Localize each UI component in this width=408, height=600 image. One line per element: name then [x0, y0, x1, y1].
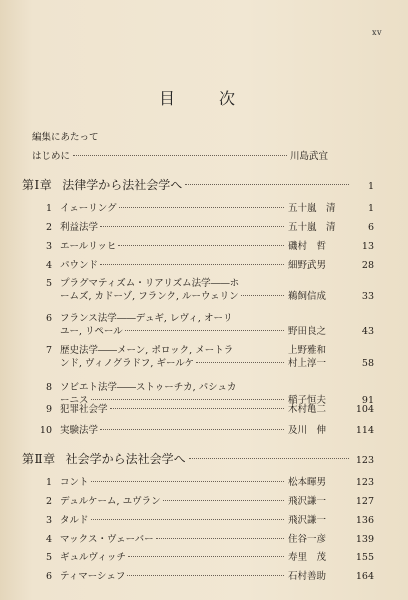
entry-page: 43 — [361, 325, 374, 337]
entry-authors — [288, 313, 350, 338]
entry-authors — [288, 552, 350, 565]
entry-number: 3 — [45, 515, 52, 526]
entry-author: 村上淳一 — [288, 357, 327, 369]
entry-title — [60, 552, 286, 565]
front-matter-title: はじめに — [32, 151, 71, 162]
entry-page: 91 — [361, 394, 374, 406]
front-matter-item — [32, 150, 372, 163]
leader-dots — [119, 207, 284, 208]
chapter-title: 法律学から法社会学へ — [62, 178, 183, 192]
page-number: xv — [371, 28, 382, 37]
entry-author: 住谷一彦 — [288, 534, 327, 545]
entry-title-line: 犯罪社会学 — [60, 404, 108, 415]
entry-page: 155 — [355, 552, 374, 563]
front-matter-item — [32, 131, 372, 144]
entry-author: 野田良之 — [288, 325, 327, 337]
leader-dots — [91, 399, 284, 400]
entry-title-line: ギュルヴィッチ — [60, 552, 126, 563]
entry-title — [60, 278, 286, 303]
entry-number: 2 — [45, 496, 52, 507]
entry-author: 五十嵐 清 — [288, 203, 336, 214]
entry-author: 石村善助 — [288, 571, 327, 582]
leader-dots — [163, 500, 284, 501]
leader-dots — [91, 481, 284, 482]
entry-number: 5 — [45, 278, 52, 289]
entry-authors — [288, 515, 350, 528]
entry-title-line: 利益法学 — [60, 222, 99, 233]
entry-number: 1 — [45, 477, 52, 488]
chapter-label: 第Ⅱ章 — [22, 452, 56, 466]
entry-title — [60, 313, 286, 338]
entry-title-line: プラグマティズム・リアリズム法学――ホ — [60, 278, 240, 289]
entry-title — [60, 404, 286, 417]
entry-number: 4 — [45, 534, 52, 545]
entry-title-line: エールリッヒ — [60, 241, 117, 252]
entry-page: 164 — [355, 571, 374, 582]
entry-number: 6 — [45, 313, 52, 324]
chapter-page: 1 — [367, 181, 374, 192]
entry-title — [60, 571, 286, 584]
entry-title — [60, 222, 286, 235]
entry-title-line: デュルケーム, ユヴラン — [60, 496, 161, 507]
entry-number: 3 — [45, 241, 52, 252]
entry-authors — [288, 571, 350, 584]
entry-title — [60, 515, 286, 528]
leader-dots — [110, 408, 284, 409]
entry-title-line: マックス・ヴェーバー — [60, 534, 154, 545]
entry-title-line: フランス法学――デュギ, レヴィ, オーリ — [60, 313, 233, 324]
entry-title — [60, 345, 286, 370]
entry-title-line: ーニス — [60, 394, 89, 406]
leader-dots — [156, 538, 284, 539]
entry-title-line: イェーリング — [60, 203, 117, 214]
entry-author: 磯村 哲 — [288, 241, 327, 252]
entry-title-line: 歴史法学――メーン, ポロック, メートラ — [60, 345, 234, 356]
entry-page: 114 — [355, 425, 374, 436]
entry-page: 58 — [361, 357, 374, 369]
entry-number: 10 — [39, 425, 52, 436]
entry-page: 13 — [361, 241, 374, 252]
entry-number: 2 — [45, 222, 52, 233]
entry-number: 4 — [45, 260, 52, 271]
entry-title-line: ソビエト法学――ストゥーチカ, パシュカ — [60, 382, 237, 393]
entry-author: 木村亀二 — [288, 404, 327, 415]
toc-title: 目 次 — [158, 89, 249, 108]
entry-title-line: 実験法学 — [60, 425, 99, 436]
entry-page: 1 — [367, 203, 374, 214]
entry-page: 123 — [355, 477, 374, 488]
entry-title — [60, 260, 286, 273]
entry-title — [60, 241, 286, 254]
leader-dots — [118, 245, 284, 246]
leader-dots — [100, 226, 284, 227]
leader-dots — [196, 362, 284, 363]
leader-dots — [241, 295, 284, 296]
entry-title-line: ンド, ヴィノグラドフ, ギールケ — [60, 357, 195, 369]
chapter-label: 第Ⅰ章 — [22, 178, 53, 192]
entry-authors — [288, 534, 350, 547]
entry-title — [60, 534, 286, 547]
entry-authors — [288, 278, 350, 303]
entry-author: 細野武男 — [288, 260, 327, 271]
entry-author: 寿里 茂 — [288, 552, 327, 563]
chapter-title: 社会学から法社会学へ — [65, 452, 186, 466]
entry-title-line: タルド — [60, 515, 89, 526]
entry-number: 5 — [45, 552, 52, 563]
entry-number: 1 — [45, 203, 52, 214]
entry-page: 127 — [355, 496, 374, 507]
entry-authors — [288, 425, 350, 438]
entry-number: 7 — [45, 345, 52, 356]
entry-author: 鵜飼信成 — [288, 290, 327, 302]
chapter-page: 123 — [355, 455, 374, 466]
entry-authors — [288, 260, 350, 273]
entry-author: 五十嵐 清 — [288, 222, 336, 233]
entry-authors — [288, 477, 350, 490]
entry-author: 松本暉男 — [288, 477, 327, 488]
entry-author: 稲子恒夫 — [288, 394, 327, 406]
entry-authors — [288, 222, 350, 235]
entry-page: 28 — [361, 260, 374, 271]
entry-page: 6 — [367, 222, 374, 233]
leader-dots — [128, 556, 284, 557]
entry-title-line: ームズ, カドーゾ, フランク, ルーウェリン — [60, 290, 239, 302]
entry-title — [60, 203, 286, 216]
leader-dots — [189, 458, 349, 459]
entry-title — [60, 477, 286, 490]
leader-dots — [100, 429, 284, 430]
entry-author: 飛沢謙一 — [288, 515, 327, 526]
entry-number: 6 — [45, 571, 52, 582]
entry-author: 上野雅和 — [288, 345, 327, 356]
leader-dots — [73, 155, 287, 156]
front-matter-author: 川島武宜 — [290, 151, 329, 162]
entry-author: 飛沢謙一 — [288, 496, 327, 507]
leader-dots — [125, 330, 284, 331]
entry-authors — [288, 345, 350, 370]
entry-authors — [288, 496, 350, 509]
entry-title — [60, 425, 286, 438]
entry-authors — [288, 241, 350, 254]
entry-page: 136 — [355, 515, 374, 526]
leader-dots — [127, 575, 284, 576]
leader-dots — [185, 184, 349, 185]
entry-title-line: パウンド — [60, 260, 99, 271]
entry-authors — [288, 404, 350, 417]
leader-dots — [100, 264, 284, 265]
chapter-heading — [22, 451, 374, 469]
chapter-heading — [22, 177, 374, 195]
entry-title-line: ティマーシェフ — [60, 571, 126, 582]
entry-number: 9 — [45, 404, 52, 415]
entry-number: 8 — [45, 382, 52, 393]
entry-page: 33 — [361, 290, 374, 302]
entry-author: 及川 伸 — [288, 425, 327, 436]
front-matter-title: 編集にあたって — [32, 132, 99, 143]
entry-page: 104 — [355, 404, 374, 415]
entry-title — [60, 496, 286, 509]
entry-authors — [288, 203, 350, 216]
entry-title-line: ユー, リペール — [60, 325, 123, 337]
entry-title-line: コント — [60, 477, 89, 488]
entry-page: 139 — [355, 534, 374, 545]
leader-dots — [91, 519, 284, 520]
